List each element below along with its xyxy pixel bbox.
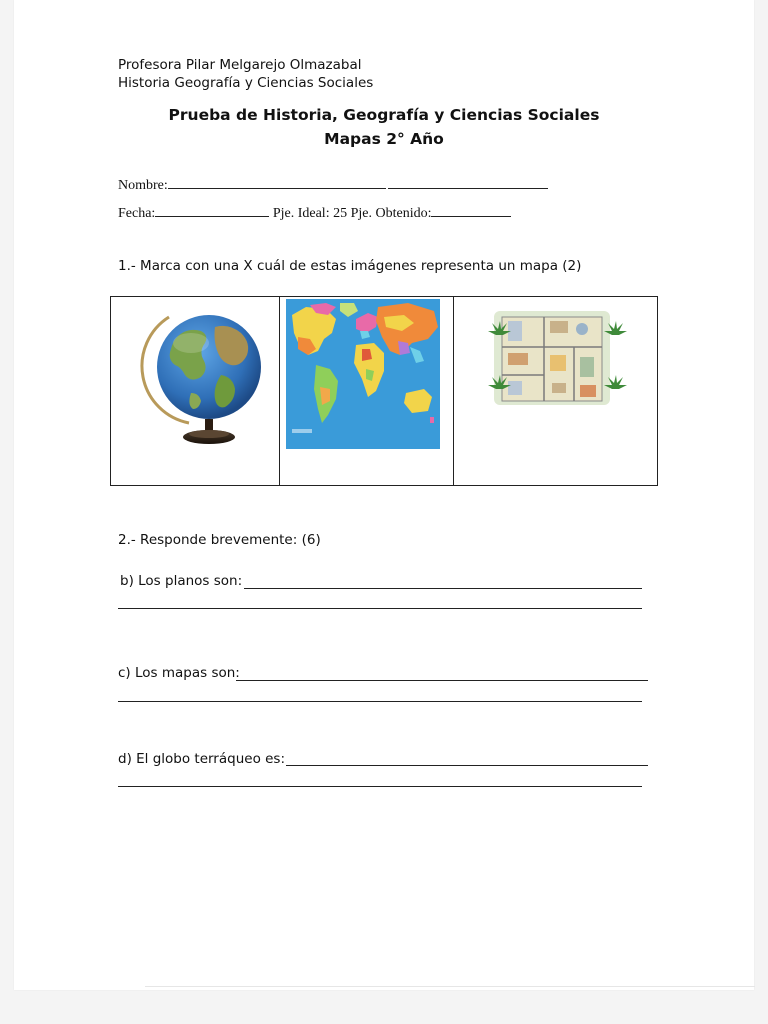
subject-name: Historia Geografía y Ciencias Sociales <box>118 75 374 91</box>
question-2: 2.- Responde brevemente: (6) <box>118 532 321 548</box>
fecha-label: Fecha: <box>118 206 156 221</box>
page-edge <box>145 986 755 987</box>
item-c-answer-line-2[interactable] <box>118 701 642 702</box>
item-b-label: b) Los planos son: <box>120 573 243 589</box>
item-d-label: d) El globo terráqueo es: <box>118 751 286 767</box>
item-c-label: c) Los mapas son: <box>118 665 240 681</box>
world-map-image <box>280 297 454 485</box>
item-d-answer-line-2[interactable] <box>118 786 642 787</box>
nombre-line-2 <box>388 174 548 189</box>
teacher-name: Profesora Pilar Melgarejo Olmazabal <box>118 57 362 73</box>
item-b-answer-line-1[interactable] <box>244 588 642 589</box>
worksheet-page <box>14 0 754 990</box>
question-1: 1.- Marca con una X cuál de estas imágenes representa un mapa (2) <box>118 258 582 274</box>
option-world-map-cell[interactable] <box>279 297 453 485</box>
nombre-line-1 <box>168 174 386 189</box>
test-subtitle: Mapas 2° Año <box>324 130 444 148</box>
item-c-answer-line-1[interactable] <box>236 680 648 681</box>
pje-label: Pje. Ideal: 25 Pje. Obtenido: <box>272 206 432 221</box>
fecha-field[interactable] <box>118 202 511 222</box>
option-globe-cell[interactable] <box>111 297 279 485</box>
floor-plan-image <box>454 297 658 485</box>
globe-image <box>111 297 279 485</box>
fecha-line <box>155 202 269 217</box>
test-title: Prueba de Historia, Geografía y Ciencias Sociales <box>168 106 600 124</box>
pje-obtenido-line <box>431 202 511 217</box>
nombre-field[interactable] <box>118 174 548 194</box>
option-floor-plan-cell[interactable] <box>453 297 657 485</box>
item-d-answer-line-1[interactable] <box>286 765 648 766</box>
nombre-label: Nombre: <box>118 178 168 193</box>
image-options-table <box>110 296 658 486</box>
item-b-answer-line-2[interactable] <box>118 608 642 609</box>
